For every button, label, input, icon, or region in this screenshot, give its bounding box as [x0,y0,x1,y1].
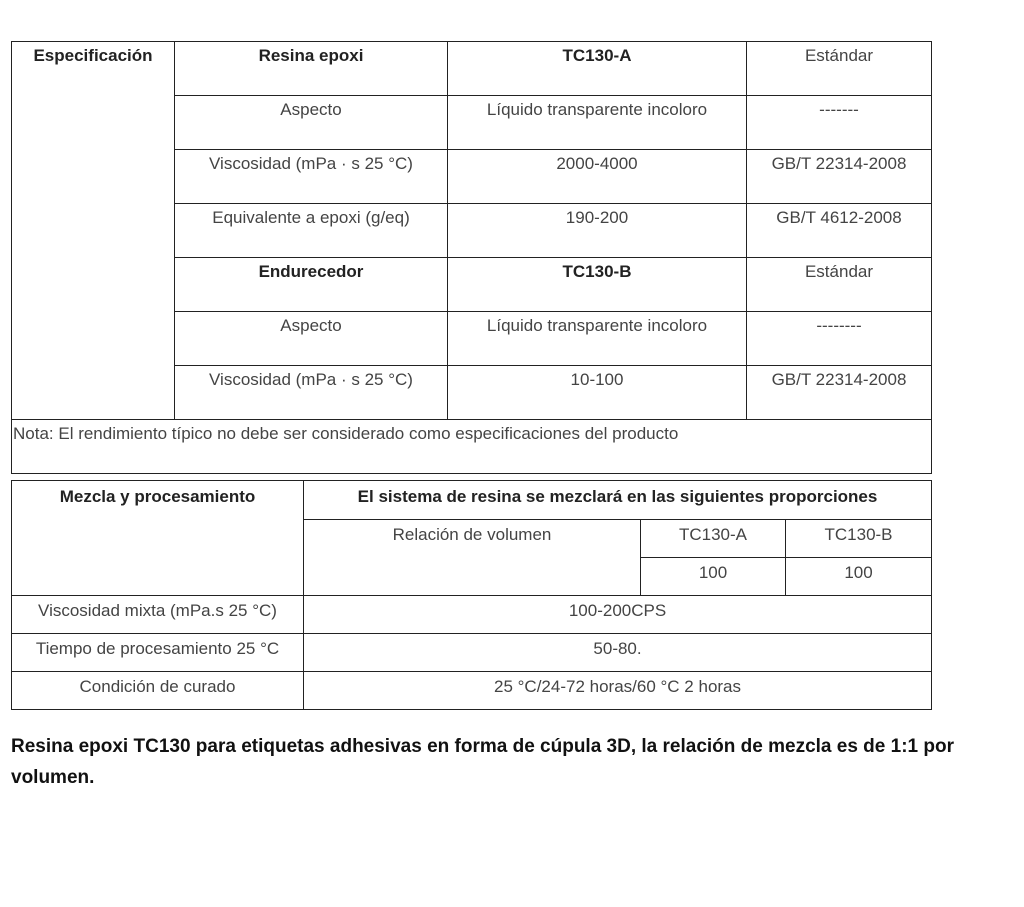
process-value: 100-200CPS [304,596,932,634]
note-row [12,420,932,474]
table-row [12,596,932,634]
standard-header: Estándar [747,258,932,312]
property-standard: GB/T 4612-2008 [747,204,932,258]
resin-header-row [12,42,932,96]
part-a-label: TC130-A [641,520,786,558]
property-label: Viscosidad (mPa · s 25 °C) [175,366,448,420]
specification-header: Especificación [12,42,175,420]
system-header: El sistema de resina se mezclará en las siguientes proporciones [304,481,932,520]
resin-code: TC130-A [448,42,747,96]
volume-ratio-label: Relación de volumen [304,520,641,596]
property-label: Viscosidad (mPa · s 25 °C) [175,150,448,204]
process-label: Viscosidad mixta (mPa.s 25 °C) [12,596,304,634]
property-standard: GB/T 22314-2008 [747,366,932,420]
process-label: Condición de curado [12,672,304,710]
process-value: 25 °C/24-72 horas/60 °C 2 horas [304,672,932,710]
specification-table [11,41,932,474]
property-label: Equivalente a epoxi (g/eq) [175,204,448,258]
property-standard: ------- [747,96,932,150]
standard-header: Estándar [747,42,932,96]
part-b-label: TC130-B [786,520,932,558]
table-row [12,634,932,672]
mixing-title: Mezcla y procesamiento [12,481,304,596]
note-text: Nota: El rendimiento típico no debe ser considerado como especificaciones del producto [12,420,932,474]
process-value: 50-80. [304,634,932,672]
property-value: 10-100 [448,366,747,420]
mixing-table [11,480,932,710]
mix-header-row [12,481,932,520]
product-caption: Resina epoxi TC130 para etiquetas adhesivas en forma de cúpula 3D, la relación de mezcla es de 1:1 por volumen. [11,736,954,788]
property-value: Líquido transparente incoloro [448,96,747,150]
property-standard: GB/T 22314-2008 [747,150,932,204]
hardener-header: Endurecedor [175,258,448,312]
table-row [12,672,932,710]
property-standard: -------- [747,312,932,366]
process-label: Tiempo de procesamiento 25 °C [12,634,304,672]
part-a-value: 100 [641,558,786,596]
hardener-code: TC130-B [448,258,747,312]
property-value: 190-200 [448,204,747,258]
part-b-value: 100 [786,558,932,596]
property-label: Aspecto [175,312,448,366]
property-label: Aspecto [175,96,448,150]
property-value: 2000-4000 [448,150,747,204]
property-value: Líquido transparente incoloro [448,312,747,366]
resin-header: Resina epoxi [175,42,448,96]
